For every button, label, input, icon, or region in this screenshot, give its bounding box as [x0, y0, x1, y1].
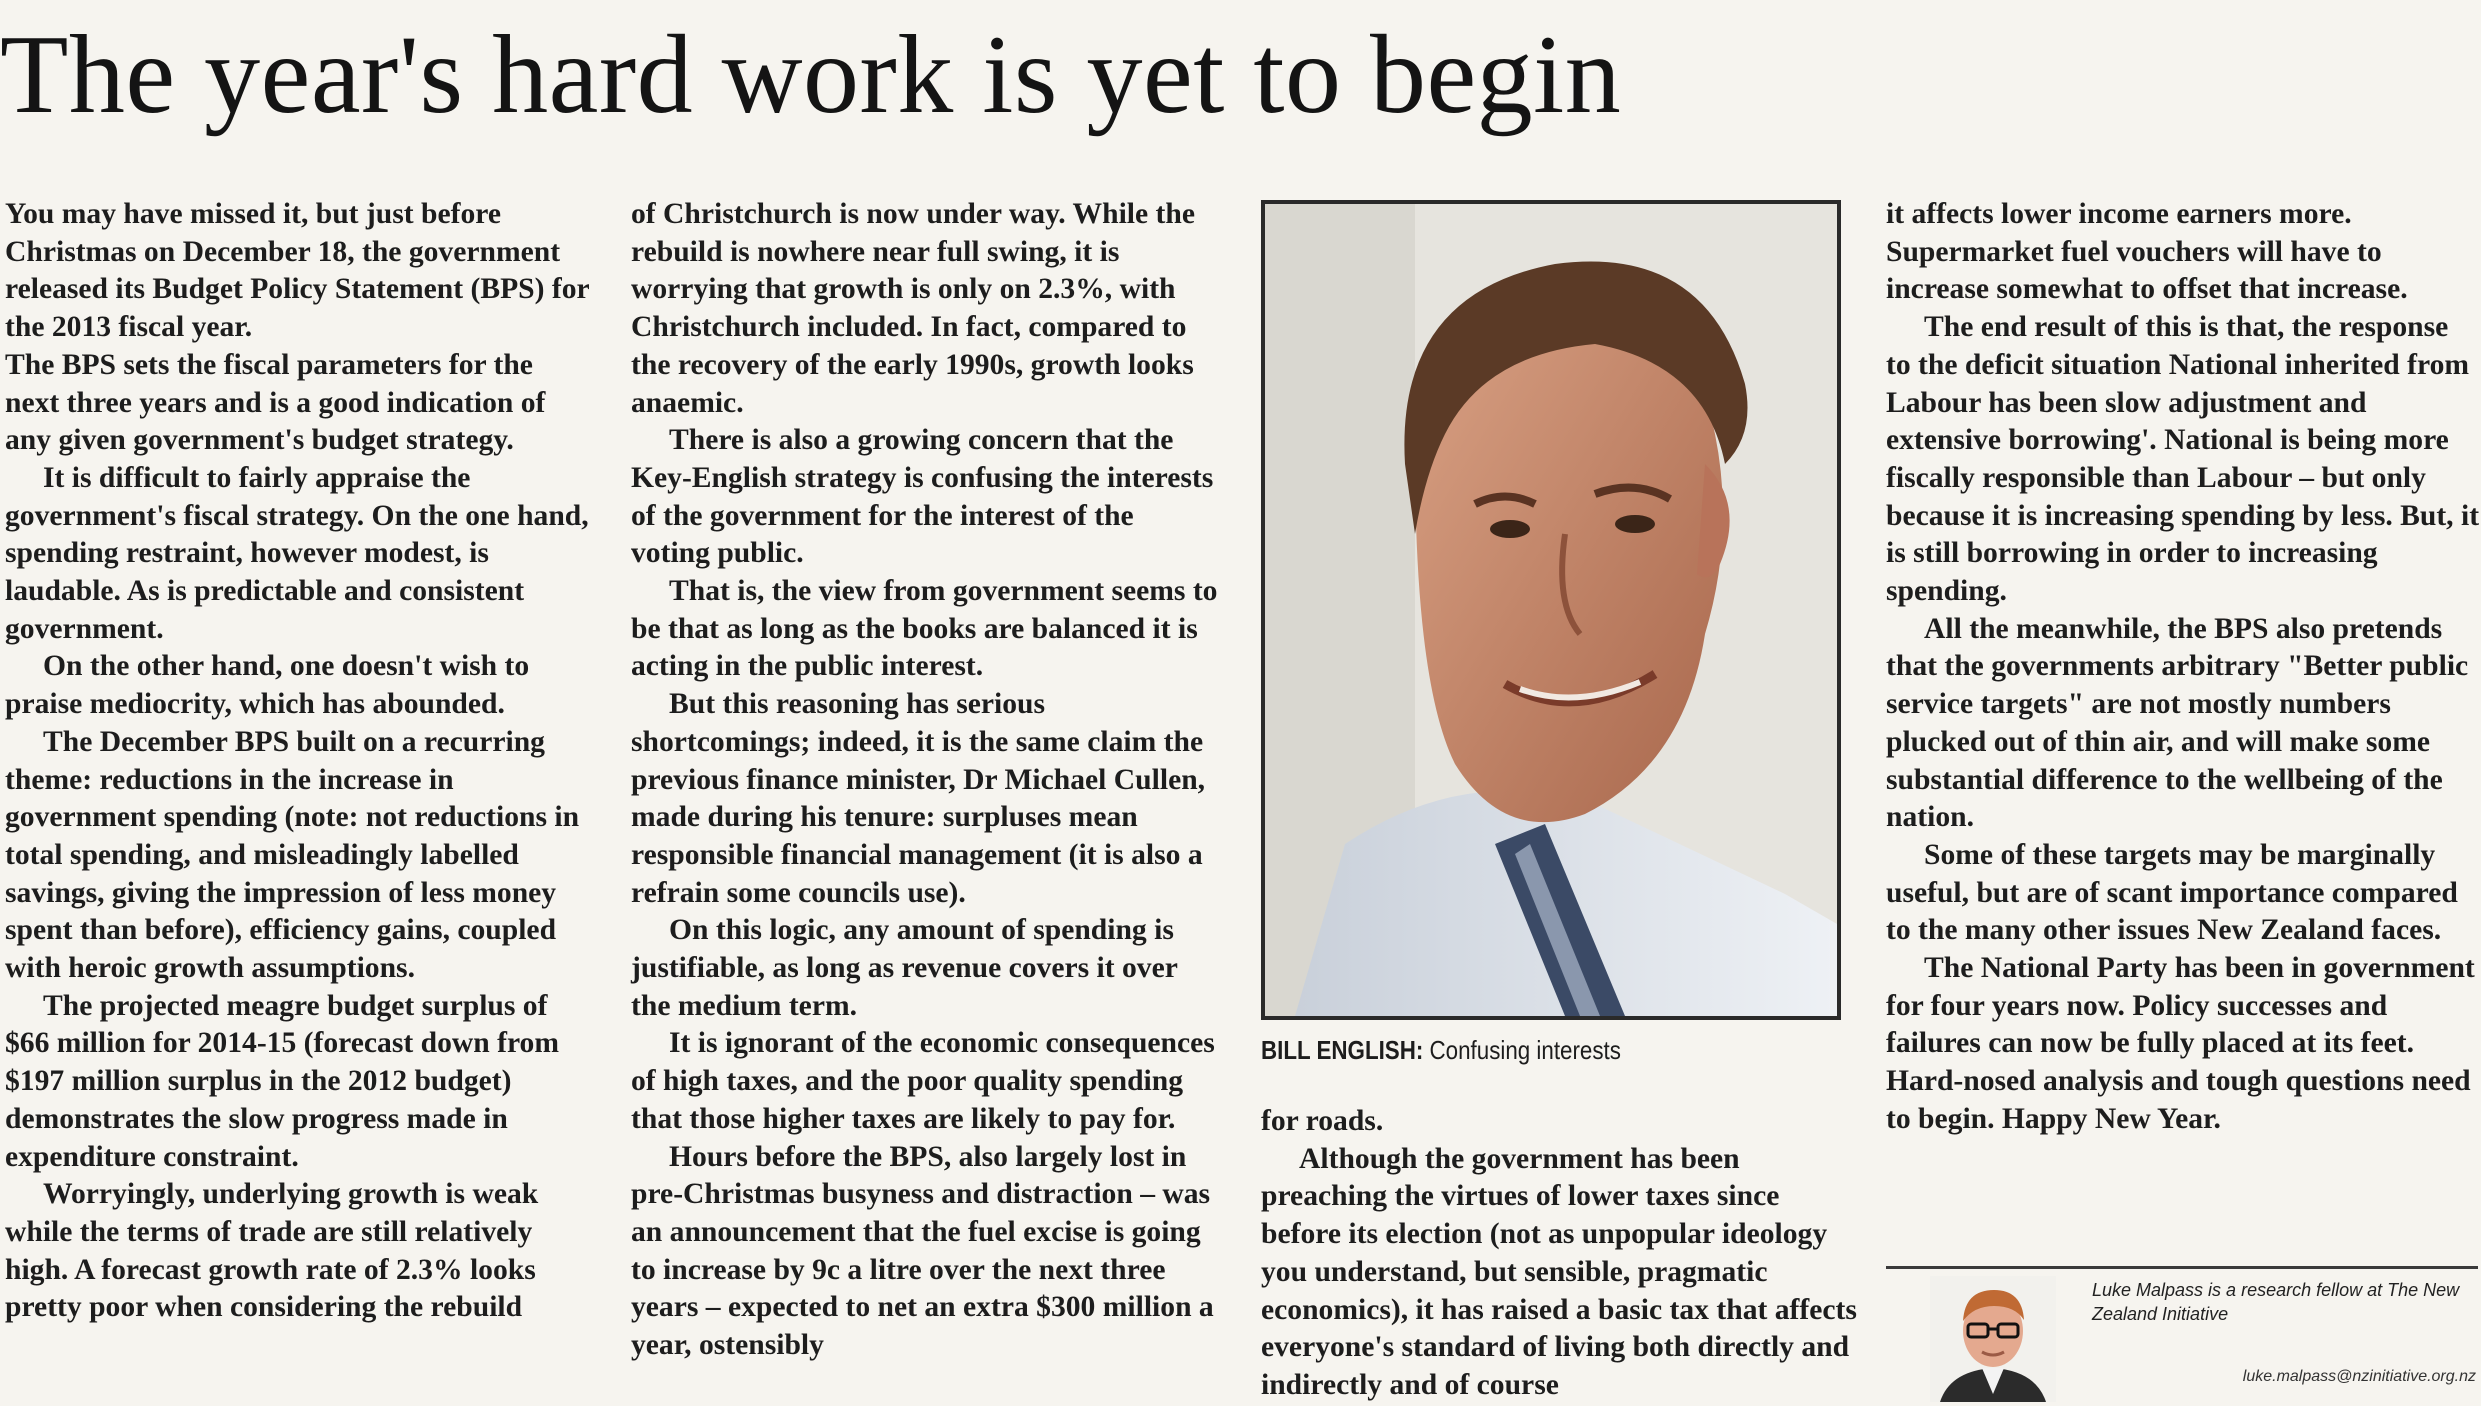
paragraph: That is, the view from government seems to be that as long as the books are balanced it is acting in the public interest. — [631, 575, 1218, 683]
paragraph: Hours before the BPS, also largely lost in pre-Christmas busyness and distraction – was an announcement that the fuel excise is going to increase by 9c a litre over the next three years – expected to net an extra $300 million a year, ostensibly — [631, 1140, 1214, 1362]
paragraph: On the other hand, one doesn't wish to praise mediocrity, which has abounded. — [5, 650, 530, 721]
paragraph: Although the government has been preaching the virtues of lower taxes since before its election (not as unpopular ideology you understand, but sensible, pragmatic economics), it has raised a basic tax that affects everyone's standard of living both directly and indirectly and of course — [1261, 1142, 1857, 1401]
article-column-2 — [631, 196, 1219, 1365]
article-column-4 — [1886, 196, 2480, 1139]
paragraph: But this reasoning has serious shortcomings; indeed, it is the same claim the previous finance minister, Dr Michael Cullen, made during his tenure: surpluses mean responsible financial management (it is also a refrain some councils use). — [631, 688, 1206, 909]
portrait-photo — [1261, 200, 1841, 1020]
paragraph: There is also a growing concern that the Key-English strategy is confusing the interests of the government for the interest of the voting public. — [631, 424, 1214, 570]
paragraph: Some of these targets may be marginally useful, but are of scant importance compared to the many other issues New Zealand faces. — [1886, 838, 2458, 947]
paragraph: All the meanwhile, the BPS also pretends that the governments arbitrary "Better public service targets" are not mostly numbers plucked out of thin air, and will make some substantial difference to the wellbeing of the nation. — [1886, 612, 2469, 834]
headline: The year's hard work is yet to begin — [0, 13, 1622, 137]
paragraph: Worryingly, underlying growth is weak while the terms of trade are still relatively high. A forecast growth rate of 2.3% looks pretty poor when considering the rebuild — [5, 1178, 539, 1324]
paragraph: It is ignorant of the economic consequences of high taxes, and the poor quality spending that those higher taxes are likely to pay for. — [631, 1027, 1215, 1135]
photo-caption — [1261, 1030, 1777, 1070]
paragraph: it affects lower income earners more. Supermarket fuel vouchers will have to increase somewhat to offset that increase. — [1886, 198, 2408, 306]
paragraph: The December BPS built on a recurring theme: reductions in the increase in government spending (note: not reductions in total spending, and misleadingly labelled savings, giving the impression of less money spent than before), efficiency gains, coupled with heroic growth assumptions. — [5, 725, 580, 985]
paragraph: for roads. — [1261, 1105, 1384, 1137]
paragraph: On this logic, any amount of spending is justifiable, as long as revenue covers it over the medium term. — [631, 914, 1178, 1022]
author-illustration — [1930, 1276, 2056, 1402]
paragraph: The BPS sets the fiscal parameters for the next three years and is a good indication of any given government's budget strategy. — [5, 348, 546, 457]
author-email[interactable]: luke.malpass@nzinitiative.org.nz — [2242, 1368, 2476, 1385]
paragraph: The projected meagre budget surplus of $66 million for 2014-15 (forecast down from $197 million surplus in the 2012 budget) demonstrates the slow progress made in expenditure constraint. — [5, 989, 560, 1173]
author-bio: Luke Malpass is a research fellow at The New Zealand Initiative — [2092, 1280, 2460, 1324]
byline-divider — [1886, 1266, 2478, 1269]
author-avatar — [1930, 1276, 2056, 1402]
paragraph: The end result of this is that, the response to the deficit situation National inherited from Labour has been slow adjustment and extensive borrowing'. National is being more fiscally responsible than Labour – but only because it is increasing spending by less. But, it is still borrowing in order to increasing spending. — [1886, 311, 2480, 608]
portrait-illustration — [1265, 204, 1837, 1016]
paragraph: You may have missed it, but just before Christmas on December 18, the government released its Budget Policy Statement (BPS) for the 2013 fiscal year. — [5, 198, 590, 344]
article-column-3 — [1261, 1103, 1861, 1405]
article-column-1 — [5, 196, 593, 1327]
caption-name: BILL ENGLISH: — [1261, 1035, 1424, 1065]
paragraph: It is difficult to fairly appraise the government's fiscal strategy. On the one hand, spending restraint, however modest, is laudable. As is predictable and consistent government. — [5, 461, 589, 645]
paragraph: The National Party has been in government for four years now. Policy successes and failures can now be fully placed at its feet. Hard-nosed analysis and tough questions need to begin. Happy New Year. — [1886, 952, 2475, 1135]
paragraph: of Christchurch is now under way. While the rebuild is nowhere near full swing, it is worrying that growth is only on 2.3%, with Christchurch included. In fact, compared to the recovery of the early 1990s, growth looks anaemic. — [631, 198, 1196, 419]
caption-text: Confusing interests — [1423, 1035, 1621, 1065]
